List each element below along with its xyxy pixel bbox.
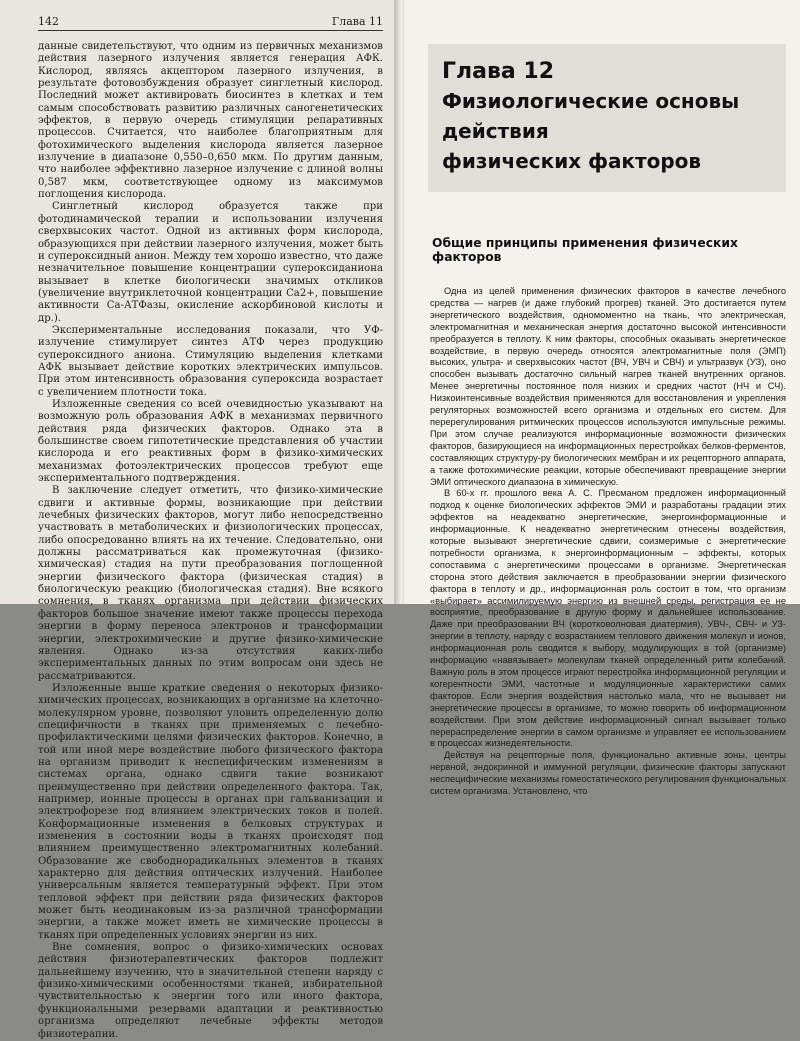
chapter-heading-box <box>428 44 786 192</box>
paragraph: Вне сомнения, вопрос о физико-химических основах действия физиотерапевтических факторов подлежит дальнейшему изучению, что в значительной степени наряду с физико-химическими особенностями тканей, избирательной чувствительностью к энергии того или иного фактора, функциональными резервами адаптации и реактивностью организма определяют лечебные эффекты методов физиотерапии. <box>38 942 383 1040</box>
paragraph: Экспериментальные исследования показали, что УФ-излучение стимулирует синтез АТФ через продукцию супероксидного аниона. Стимуляцию выделения клетками АФК вызывает действие коротких электрических импульсов. При этом интенсивность образования супероксида возрастает с увеличением плотности тока. <box>38 324 383 398</box>
chapter-title-line-2: физических факторов <box>442 149 702 173</box>
paragraph: Изложенные сведения со всей очевидностью указывают на возможную роль образования АФК в механизмах первичного действия ряда физических факторов. Однако эта в большинстве своем гипотетические представления об участии кислорода и его реактивных форм в физико-химических механизмах фотоэлектрических процессов требуют еще экспериментального подтверждения. <box>38 398 383 485</box>
section-title: Общие принципы применения физических факторов <box>432 236 738 264</box>
paragraph: Синглетный кислород образуется также при фотодинамической терапии и использовании излучения сверхвысоких частот. Одной из активных форм кислорода, образующихся при действии лазерного излучения, может быть и супероксидный анион. Между тем хорошо известно, что даже незначительное повышение концентрации супероксиданиона вызывает в клетке биологически значимых откликов (увеличение внутриклеточной концентрации Ca2+, повышение активности Ca-АТФазы, окисление аскорбиновой кислоты и др.). <box>38 201 383 324</box>
chapter-number: Глава 12 <box>442 59 555 84</box>
right-body-text <box>430 286 786 798</box>
paragraph: Действуя на рецепторные поля, функционально активные зоны, центры нервной, эндокринной и иммунной регуляции, физические факторы запускают неспецифические механизмы гомеостатического регулирования функциональных систем организма. Установлено, что <box>430 750 786 797</box>
left-body-text <box>38 41 383 1041</box>
left-running-header <box>38 14 383 30</box>
paragraph: данные свидетельствуют, что одним из первичных механизмов действия лазерного излучения является генерация АФК. Кислород, являясь акцептором лазерного излучения, в результате фотовозбуждения образует синглетный кислород. Последний может активировать биосинтез в клетках и тем самым способствовать развитию различных саногенетических эффектов, в первую очередь стимуляции репаративных процессов. Считается, что наиболее благоприятным для фотохимического выделения кислорода является лазерное излучение в диапазоне 0,550–0,650 мкм. По другим данным, что наиболее эффективно лазерное излучение с длиной волны 0,587 мкм, соответствующее одному из максимумов поглощения кислорода. <box>38 41 383 201</box>
page-number: 142 <box>38 15 59 28</box>
paragraph: В 60-х гг. прошлого века А. С. Пресманом предложен информационный подход к оценке биологических эффектов ЭМИ и разработаны градации этих эффектов на неадекватно энергетические, энергоинформационные и информационные. К неадекватно энергетическим отнесены воздействия, которые вызывают энергетические сдвиги, соизмеримые с энергетические потребности организма, к энергоинформационным – эффекты, которых сопоставима с энергетическими процессами в организме. Энергетическая сторона этого действия заключается в преобразовании энергии физического фактора в теплоту и др., информационная роль состоит в том, что организм «выбирает» ассимилируемую энергию из внешней среды, регистрация ее не восприятие, преобразование в другую форму и дальнейшее использование. Даже при преобразовании ВЧ (коротковолновая диатермия), УВЧ-, СВЧ- и УЗ-энергии в теплоту, наряду с возрастанием теплового движения молекул и ионов, информационная роль сводится к выбору, модулирующих в той (организме) информацию «навязывает» молекулам тканей определенный ритм колебаний. Важную роль в этом процессе играют перестройка информационной регуляции и когерентности ЭМИ, частотные и модуляционные характеристики самих факторов. Если энергия воздействия настолько мала, что не вызывает ни энергетические процессы в организме, то можно говорить об информационном воздействии. При этом действие информационный сигнал вызывает только перераспределение энергии в самом организме и управляет ее использованием в процессах жизнедеятельности. <box>430 488 786 749</box>
paragraph: В заключение следует отметить, что физико-химические сдвиги и активные формы, возникающие при действии лечебных физических факторов, могут либо непосредственно участвовать в метаболических и физиологических процессах, либо опосредованно влиять на их течение. Следовательно, они должны рассматриваться как промежуточная (физико-химическая) стадия на пути преобразования поглощенной энергии физического фактора (физическая стадия) в биологическую реакцию (биологическая стадия). Вне всякого сомнения, в тканях организма при действии физических факторов большое значение имеют также процессы перехода энергии в форму переноса электронов и трансформации энергии, электрохимические и другие физико-химические явления. Однако из-за отсутствия каких-либо экспериментальных данных по этим вопросам они здесь не рассматриваются. <box>38 485 383 682</box>
left-page <box>0 0 397 1040</box>
paragraph: Изложенные выше краткие сведения о некоторых физико-химических процессах, возникающих в организме на клеточно-молекулярном уровне, позволяют уловить определенную долю специфичности в тканях при применяемых с лечебно-профилактическими целями физических факторов. Конечно, в той или иной мере воздействие любого физического фактора на организм приводит к неспецифическим изменениям в системах органа, однако сдвиги такие возникают преимущественно при действии определенного фактора. Так, например, ионные процессы в органах при гальванизации и электрофорезе под влиянием электрических токов и полей. Конформационные изменения в белковых структурах и изменения в состоянии воды в тканях происходят под влиянием преимущественно электромагнитных колебаний. Образование же свободнорадикальных элементов в тканях характерно для действия оптических излучений. Наиболее универсальным является температурный эффект. При этом тепловой эффект при действии ряда физических факторов может быть неодинаковым из-за различной трансформации энергии, а также может иметь не химические процессы в тканях при определенных условиях энергии из них. <box>38 682 383 941</box>
right-page <box>404 0 800 797</box>
running-head: Глава 11 <box>331 15 383 28</box>
paragraph: Одна из целей применения физических факторов в качестве лечебного средства — нагрев (и даже глубокий прогрев) тканей. Это достигается путем энергетического воздействия, одномоментно на ткань, что электрическая, электромагнитная и механическая энергия достаточно высокой интенсивности преобразуется в теплоту. К ним факторы, способных оказывать энергетическое воздействие, в первую очередь относятся электромагнитные поля (ЭМП) высоких, ультра- и сверхвысоких частот (ВЧ, УВЧ и СВЧ) и ультразвук (УЗ), оно способен вызывать достаточно сильный нагрев тканей внутренних органов. Менее энергетичны постоянное поля низких и средних частот (НЧ и СЧ). Низкоинтенсивные воздействия применяются для восстановления и укрепления регуляторных возможностей всего организма и отдельных его систем. Для перерегулирования ритмических процессов используются импульсные режимы. При этом случае реализуются информационные возможности физических факторов, базирующиеся на информационных перестройках белков-ферментов, составляющих структуру-ру биологических мембран и их рецепторного аппарата, а также фотохимические реакции, которые обеспечивают превращение энергии ЭМИ оптического диапазона в химическую. <box>430 286 786 487</box>
header-rule <box>38 30 383 31</box>
chapter-title-line-1: Физиологические основы действия <box>442 89 740 143</box>
